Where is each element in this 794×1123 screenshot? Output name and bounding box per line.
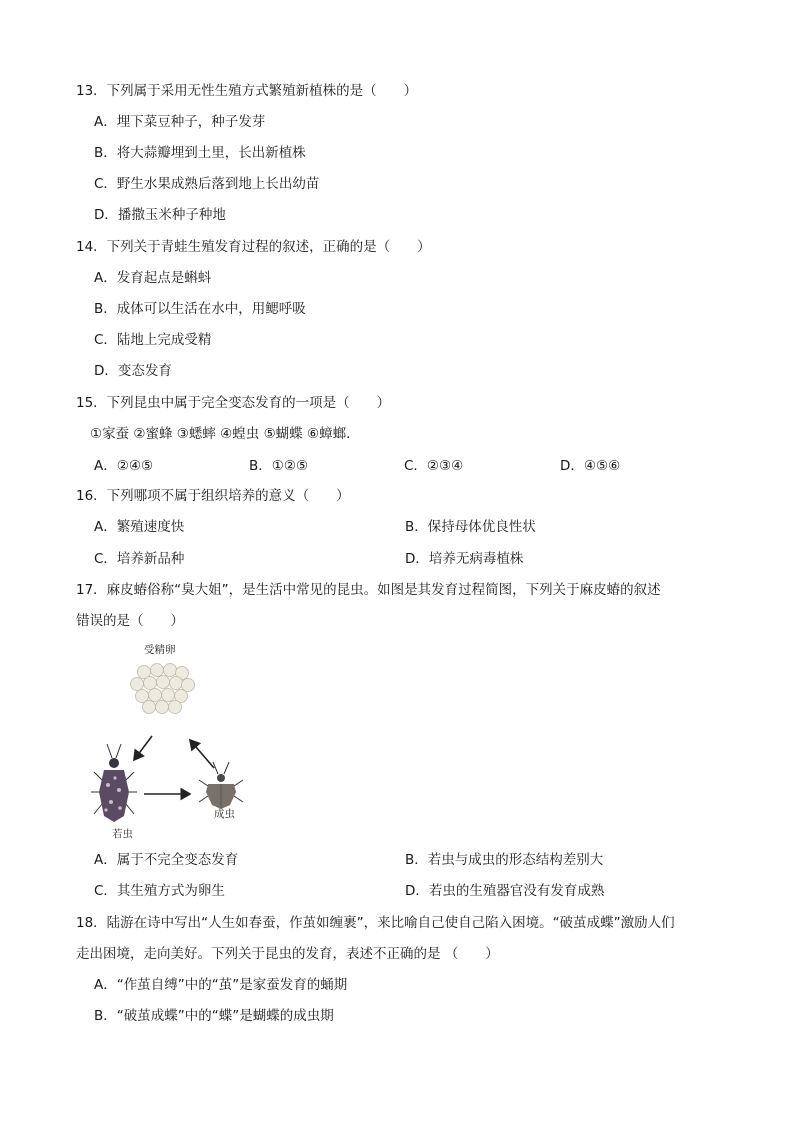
q15-option-d: D．④⑤⑥	[560, 458, 621, 474]
q14-option-a: A．发育起点是蝌蚪	[94, 270, 212, 286]
q17-option-d: D．若虫的生殖器官没有发育成熟	[405, 883, 605, 899]
q16-stem: 16．下列哪项不属于组织培养的意义（ ）	[76, 488, 350, 504]
q14-stem: 14．下列关于青蛙生殖发育过程的叙述，正确的是（ ）	[76, 239, 431, 255]
q14-option-c: C．陆地上完成受精	[94, 332, 212, 348]
q15-option-b: B．①②⑤	[249, 458, 309, 474]
q13-option-b: B．将大蒜瓣埋到土里，长出新植株	[94, 145, 306, 161]
q16-option-c: C．培养新品种	[94, 551, 185, 567]
q15-option-a: A．②④⑤	[94, 458, 154, 474]
q17-option-b: B．若虫与成虫的形态结构差别大	[405, 852, 604, 868]
egg-label: 受精卵	[144, 644, 176, 656]
arrow-egg-to-nymph	[134, 736, 152, 760]
q13-option-d: D．播撒玉米种子种地	[94, 207, 226, 223]
q13-option-a: A．埋下菜豆种子，种子发芽	[94, 114, 266, 130]
q15-insect-list: ①家蚕 ②蜜蜂 ③蟋蟀 ④蝗虫 ⑤蝴蝶 ⑥蟑螂．	[90, 426, 360, 442]
q14-option-b: B．成体可以生活在水中，用鳃呼吸	[94, 301, 306, 317]
arrow-adult-to-egg	[190, 740, 214, 768]
q18-option-a: A．“作茧自缚”中的“茧”是家蚕发育的蛹期	[94, 977, 348, 993]
adult-label: 成虫	[214, 808, 235, 820]
q17-option-c: C．其生殖方式为卵生	[94, 883, 225, 899]
q16-option-b: B．保持母体优良性状	[405, 519, 536, 535]
q13-stem: 13．下列属于采用无性生殖方式繁殖新植株的是（ ）	[76, 83, 418, 99]
egg-cluster-image	[131, 664, 195, 714]
q18-option-b: B．“破茧成蝶”中的“蝶”是蝴蝶的成虫期	[94, 1008, 334, 1024]
q15-stem: 15．下列昆虫中属于完全变态发育的一项是（ ）	[76, 395, 391, 411]
q18-stem-line1: 18．陆游在诗中写出“人生如春蚕，作茧如缠裹”，来比喻自己使自己陷入困境。“破茧成蝶”激励人们	[76, 915, 675, 931]
q13-option-c: C．野生水果成熟后落到地上长出幼苗	[94, 176, 320, 192]
q17-stem-line1: 17．麻皮蝽俗称“臭大姐”，是生活中常见的昆虫。如图是其发育过程简图，下列关于麻皮蝽的叙述	[76, 582, 661, 598]
q18-stem-line2: 走出困境，走向美好。下列关于昆虫的发育，表述不正确的是 （ ）	[76, 946, 499, 962]
q17-stem-line2: 错误的是（ ）	[76, 613, 184, 629]
development-cycle-figure	[86, 640, 266, 840]
q15-option-c: C．②③④	[404, 458, 464, 474]
nymph-label: 若虫	[112, 828, 133, 840]
q14-option-d: D．变态发育	[94, 363, 172, 379]
q16-option-a: A．繁殖速度快	[94, 519, 185, 535]
q17-option-a: A．属于不完全变态发育	[94, 852, 239, 868]
nymph-image	[91, 744, 137, 822]
q16-option-d: D．培养无病毒植株	[405, 551, 524, 567]
adult-image	[199, 762, 243, 809]
